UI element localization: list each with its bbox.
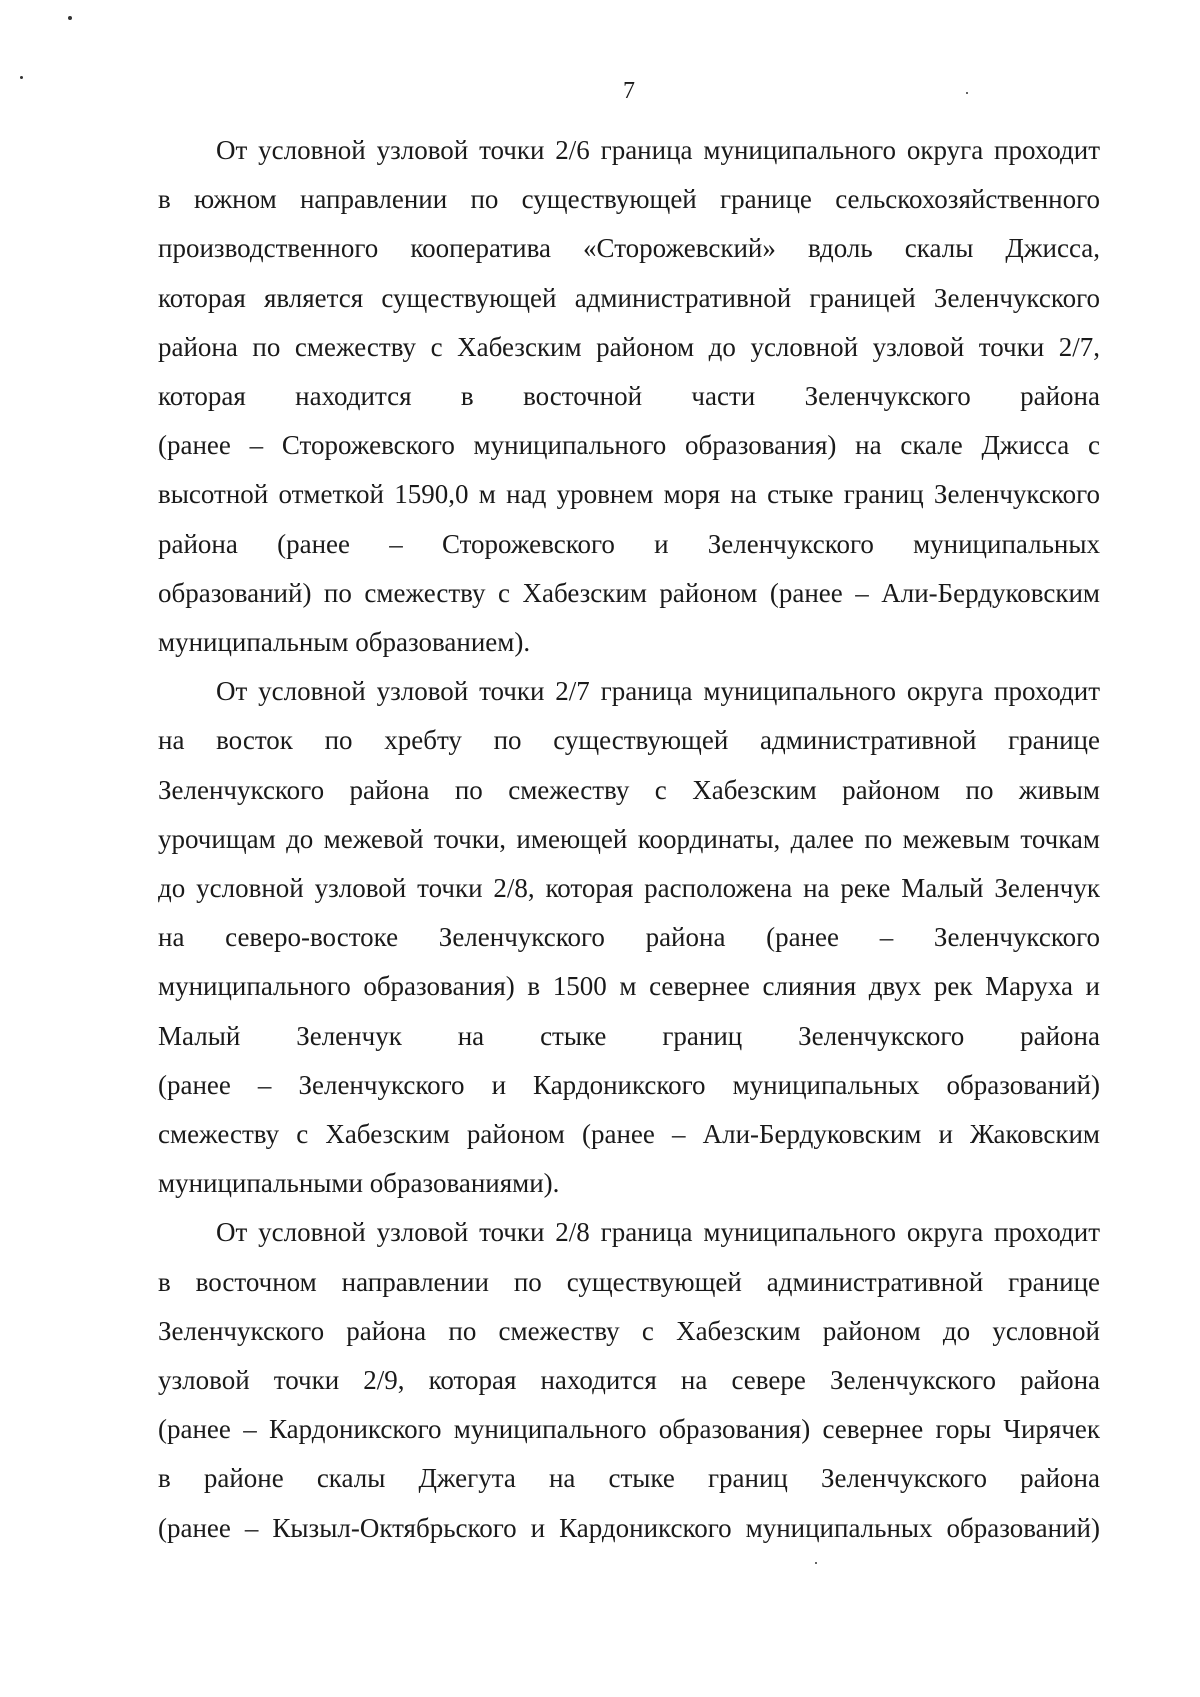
text-line: От условной узловой точки 2/7 граница муниципального округа проходит bbox=[216, 676, 1100, 707]
text-line: От условной узловой точки 2/8 граница муниципального округа проходит bbox=[216, 1217, 1100, 1248]
text-line: которая является существующей административной границей Зеленчукского bbox=[158, 282, 1100, 313]
paragraph bbox=[158, 126, 1100, 667]
text-line: (ранее – Зеленчукского и Кардоникского муниципальных образований) bbox=[158, 1069, 1100, 1100]
page-number: 7 bbox=[623, 78, 635, 104]
paragraph bbox=[158, 1208, 1100, 1552]
paragraph bbox=[158, 667, 1100, 1208]
text-line: Зеленчукского района по смежеству с Хабезским районом до условной bbox=[158, 1315, 1100, 1346]
text-line: узловой точки 2/9, которая находится на севере Зеленчукского района bbox=[158, 1365, 1100, 1396]
text-line: муниципального образования) в 1500 м севернее слияния двух рек Маруха и bbox=[158, 971, 1100, 1002]
text-line: От условной узловой точки 2/6 граница муниципального округа проходит bbox=[216, 135, 1100, 165]
text-line: (ранее – Кызыл-Октябрьского и Кардоникского муниципальных образований) bbox=[158, 1512, 1100, 1543]
text-line: в восточном направлении по существующей административной границе bbox=[158, 1266, 1100, 1297]
text-line: (ранее – Кардоникского муниципального образования) севернее горы Чирячек bbox=[158, 1414, 1100, 1445]
text-line: до условной узловой точки 2/8, которая расположена на реке Малый Зеленчук bbox=[158, 873, 1100, 904]
document-body bbox=[158, 126, 1100, 1553]
text-line: (ранее – Сторожевского муниципального образования) на скале Джисса с bbox=[158, 430, 1100, 461]
text-line: муниципальным образованием). bbox=[158, 627, 531, 658]
text-line: муниципальными образованиями). bbox=[158, 1168, 560, 1199]
scan-speck bbox=[68, 16, 72, 20]
text-line: образований) по смежеству с Хабезским районом (ранее – Али-Бердуковским bbox=[158, 577, 1100, 608]
text-line: района по смежеству с Хабезским районом до условной узловой точки 2/7, bbox=[158, 331, 1100, 362]
text-line: Малый Зеленчук на стыке границ Зеленчукского района bbox=[158, 1020, 1100, 1051]
text-line: на восток по хребту по существующей административной границе bbox=[158, 725, 1100, 756]
text-line: в районе скалы Джегута на стыке границ Зеленчукского района bbox=[158, 1463, 1100, 1494]
text-line: которая находится в восточной части Зеленчукского района bbox=[158, 381, 1100, 412]
text-line: в южном направлении по существующей границе сельскохозяйственного bbox=[158, 184, 1100, 215]
text-line: района (ранее – Сторожевского и Зеленчукского муниципальных bbox=[158, 528, 1100, 559]
text-line: на северо-востоке Зеленчукского района (ранее – Зеленчукского bbox=[158, 922, 1100, 953]
text-line: высотной отметкой 1590,0 м над уровнем моря на стыке границ Зеленчукского bbox=[158, 479, 1100, 510]
text-line: урочищам до межевой точки, имеющей координаты, далее по межевым точкам bbox=[158, 823, 1100, 854]
text-line: Зеленчукского района по смежеству с Хабезским районом по живым bbox=[158, 774, 1100, 805]
text-line: смежеству с Хабезским районом (ранее – Али-Бердуковским и Жаковским bbox=[158, 1119, 1100, 1150]
scan-speck bbox=[815, 1562, 817, 1564]
text-line: производственного кооператива «Сторожевский» вдоль скалы Джисса, bbox=[158, 233, 1100, 264]
